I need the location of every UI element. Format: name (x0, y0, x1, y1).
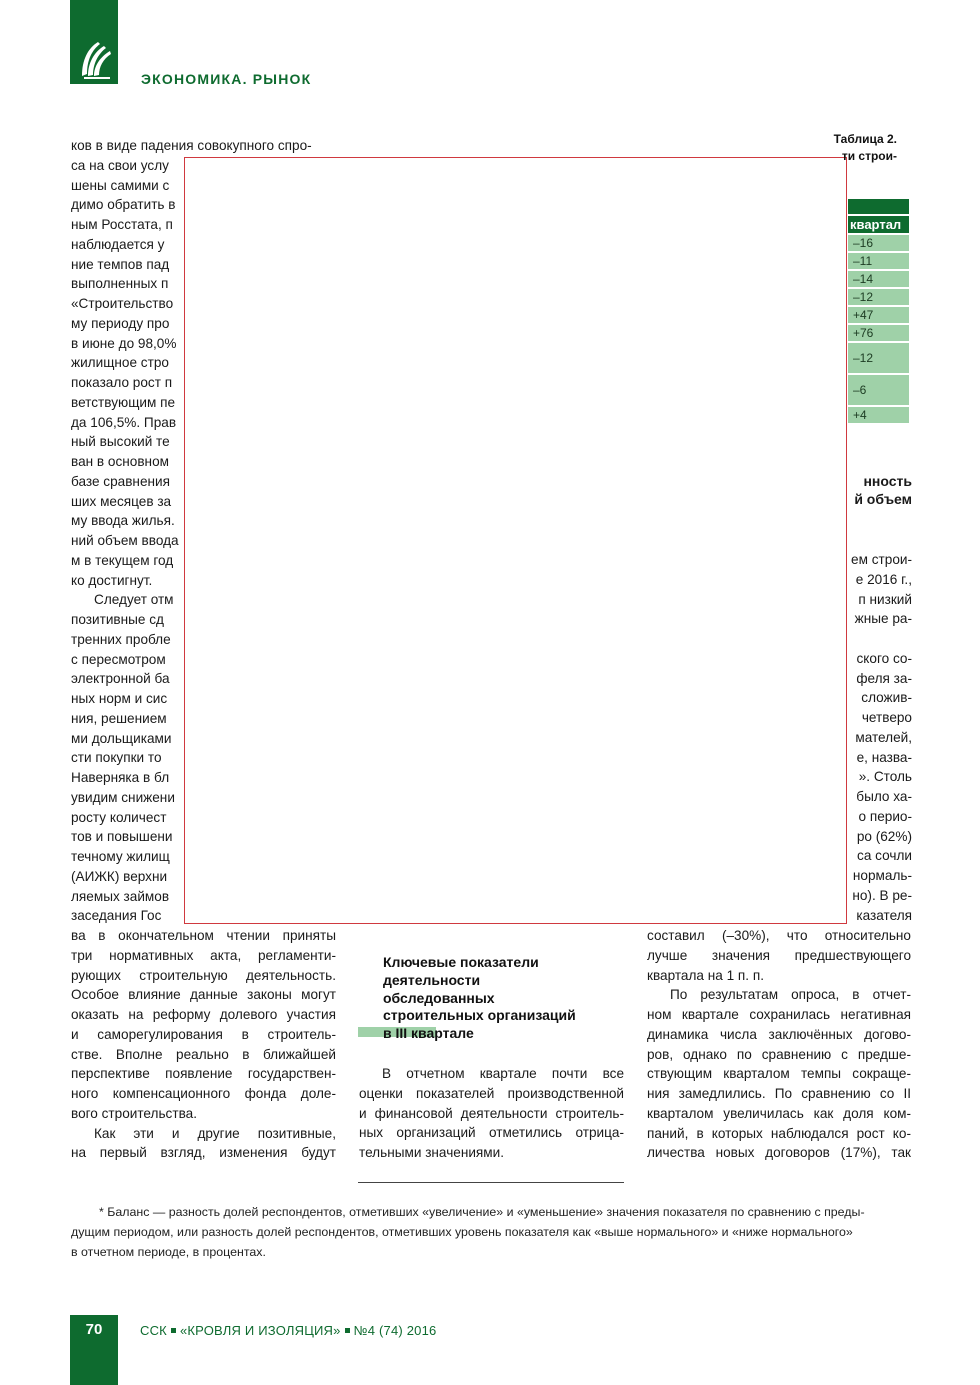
text-line: ро (62%) (856, 828, 912, 844)
column-3-heading-fragment (848, 472, 912, 508)
table-caption (780, 131, 897, 165)
separator-square-icon (171, 1328, 176, 1333)
text-line: тельными значениями. (359, 1145, 505, 1160)
subheading-line: деятельности (383, 971, 481, 988)
text-line: жилищное стро (71, 355, 169, 371)
table-cell: +47 (848, 307, 909, 325)
text-line: ем строи- (851, 552, 912, 567)
text-line: ляемых займов (71, 888, 170, 904)
table-cell: –11 (848, 253, 909, 271)
header-logo-block (70, 0, 118, 84)
text-line: ного компенсационного фонда доле- (71, 1086, 336, 1101)
table-cell: –16 (848, 235, 909, 253)
text-line: ном квартале сохранилась негативная (647, 1007, 911, 1022)
text-line: лучше значения предшествующего (647, 947, 911, 963)
text-line: феля за- (856, 670, 912, 686)
text-line: тов и повышени (71, 829, 173, 845)
text-line: Особое влияние данные законы могут (71, 987, 336, 1003)
text-line: Следует отм (94, 592, 174, 608)
text-line: выполненных п (71, 276, 169, 292)
text-line: ров, однако по сравнению с предше- (647, 1046, 911, 1062)
text-line: наблюдается у (71, 236, 165, 252)
footnote-line: в отчетном периоде, в процентах. (71, 1244, 266, 1259)
table-cell: –12 (848, 289, 909, 307)
table-cell: +76 (848, 325, 909, 343)
text-line: ния замедлились. По сравнению со II (647, 1086, 911, 1101)
column-1-bottom-text (71, 926, 336, 1163)
text-line: ных организаций отметились отрица- (359, 1125, 624, 1141)
text-line: мателей, (855, 729, 912, 745)
table-cell: –14 (848, 271, 909, 289)
text-line: жные ра- (854, 611, 912, 627)
section-title: ЭКОНОМИКА. РЫНОК (141, 71, 312, 87)
magazine-title: «КРОВЛЯ И ИЗОЛЯЦИЯ» (179, 1323, 341, 1338)
text-line: квартала на 1 п. п. (647, 967, 764, 983)
text-line: е 2016 г., (855, 571, 912, 587)
table-caption-line: Таблица 2. (833, 132, 897, 146)
footnote-line: дущим периодом, или разность долей респондентов, отметивших уровень показателя как «выше нормального» и «ниже нормального» (71, 1224, 853, 1239)
text-line: му периоду про (71, 315, 170, 331)
text-line: три нормативных акта, регламенти- (71, 947, 336, 963)
text-line: тренних пробле (71, 631, 171, 647)
text-line: казателя (856, 907, 912, 923)
text-line: сти покупки то (71, 750, 162, 766)
text-line: перспективе появление государствен- (71, 1066, 336, 1082)
text-line: показало рост п (71, 375, 173, 390)
heading-line: й объем (854, 491, 912, 507)
text-line: ние темпов пад (71, 256, 170, 272)
text-line: и финансовой деятельности строитель- (359, 1105, 624, 1121)
column-2-divider (358, 1182, 624, 1183)
text-line: паний, в которых наблюдался рост ко- (647, 1125, 911, 1141)
text-line: заседания Гос (71, 908, 162, 924)
text-line: В отчетном квартале почти все (382, 1066, 624, 1081)
text-line: с пересмотром (71, 651, 166, 667)
text-line: ным Росстата, п (71, 217, 173, 232)
text-line: п низкий (858, 591, 912, 607)
table-cell: –12 (848, 343, 909, 375)
text-line: е, назва- (856, 749, 912, 765)
text-line (848, 629, 912, 649)
separator-square-icon (345, 1328, 350, 1333)
text-line: было ха- (856, 789, 912, 804)
issue-number: №4 (74) 2016 (353, 1323, 437, 1338)
text-line: му ввода жилья. (71, 513, 175, 529)
text-line: увидим снижени (71, 789, 175, 805)
text-line: ный высокий те (71, 434, 170, 450)
subheading-key-indicators (383, 954, 623, 1043)
subheading-line: в III квартале (383, 1025, 474, 1042)
subheading-line: строительных организаций (383, 1007, 576, 1024)
text-line: са на свои услу (71, 157, 169, 173)
text-line: Как эти и другие позитивные, (94, 1125, 336, 1141)
text-line: позитивные сд (71, 612, 164, 627)
text-line: м в текущем год (71, 552, 174, 568)
text-line: рующих строительную деятельность. (71, 967, 336, 983)
leaf-arcs-logo-icon (76, 38, 112, 80)
text-line: ко достигнут. (71, 572, 153, 588)
text-line: шены самими с (71, 177, 170, 193)
text-line: и саморегулирования в строитель- (71, 1026, 336, 1042)
text-line: нормаль- (852, 868, 912, 883)
text-line: личества новых договоров (17%), так (647, 1145, 911, 1161)
text-line: са сочли (857, 848, 912, 864)
table-header-band (848, 199, 909, 216)
text-line: составил (–30%), что относительно (647, 928, 911, 943)
text-line: ветствующим пе (71, 394, 176, 410)
text-line: да 106,5%. Прав (71, 414, 177, 430)
subheading-line: обследованных (383, 989, 495, 1006)
text-line: (АИЖК) верхни (71, 868, 168, 884)
text-line: о перио- (858, 808, 912, 824)
text-line: течному жилищ (71, 849, 170, 864)
publisher-name: ССК (140, 1323, 167, 1338)
text-line: ших месяцев за (71, 493, 172, 509)
table-cell: +4 (848, 407, 909, 425)
text-line: вого строительства. (71, 1105, 197, 1121)
text-line: оценки показателей производственной (359, 1085, 624, 1101)
text-line: сложив- (861, 690, 912, 706)
page-number: 70 (85, 1321, 103, 1338)
text-line: Наверняка в бл (71, 770, 170, 785)
text-line: четверо (861, 710, 912, 725)
text-line: По результатам опроса, в отчет- (670, 987, 911, 1003)
table-header-quarter: квартал (848, 216, 909, 235)
column-1-text (71, 136, 336, 926)
footnote-line: * Баланс — разность долей респондентов, отметивших «увеличение» и «уменьшение» значения показателя по сравнению с преды- (99, 1205, 865, 1219)
text-line: базе сравнения (71, 473, 170, 489)
text-line: «Строительство (71, 296, 174, 311)
text-line: ных норм и сис (71, 691, 168, 706)
footnote (71, 1203, 912, 1262)
text-line: динамика числа заключённых догово- (647, 1026, 911, 1042)
column-3-bottom-text (647, 926, 911, 1163)
text-line: ния, решением (71, 710, 167, 726)
heading-line: нность (863, 473, 912, 489)
text-line: ствующим кварталом темпы сокраще- (647, 1066, 911, 1082)
text-line: оказать на реформу долевого участия (71, 1007, 336, 1022)
text-line: ван в основном (71, 454, 169, 469)
column-3-right-fragments (848, 550, 912, 925)
text-line: стве. Вполне реально в ближайшей (71, 1046, 336, 1062)
footer-publication (140, 1323, 436, 1338)
text-line: росту количест (71, 809, 167, 825)
text-line: ва в окончательном чтении приняты (71, 928, 336, 943)
subheading-line: Ключевые показатели (383, 954, 539, 970)
text-line: в июне до 98,0% (71, 335, 177, 351)
text-line: ». Столь (858, 769, 912, 785)
text-line: ми дольщиками (71, 730, 172, 746)
column-2-text (359, 1064, 624, 1163)
text-line: на первый взгляд, изменения будут (71, 1145, 336, 1161)
text-line: ний объем ввода (71, 533, 179, 548)
text-line: но). В ре- (852, 887, 912, 903)
text-line: ского со- (856, 650, 912, 666)
text-line: димо обратить в (71, 197, 176, 213)
table-caption-line: ти строи- (841, 149, 897, 163)
table-cell: –6 (848, 375, 909, 407)
balance-table (848, 199, 909, 425)
text-line: кварталом увеличилась как доля ком- (647, 1105, 911, 1121)
text-line: ков в виде падения совокупного спро- (71, 138, 312, 153)
text-line: электронной ба (71, 671, 170, 687)
